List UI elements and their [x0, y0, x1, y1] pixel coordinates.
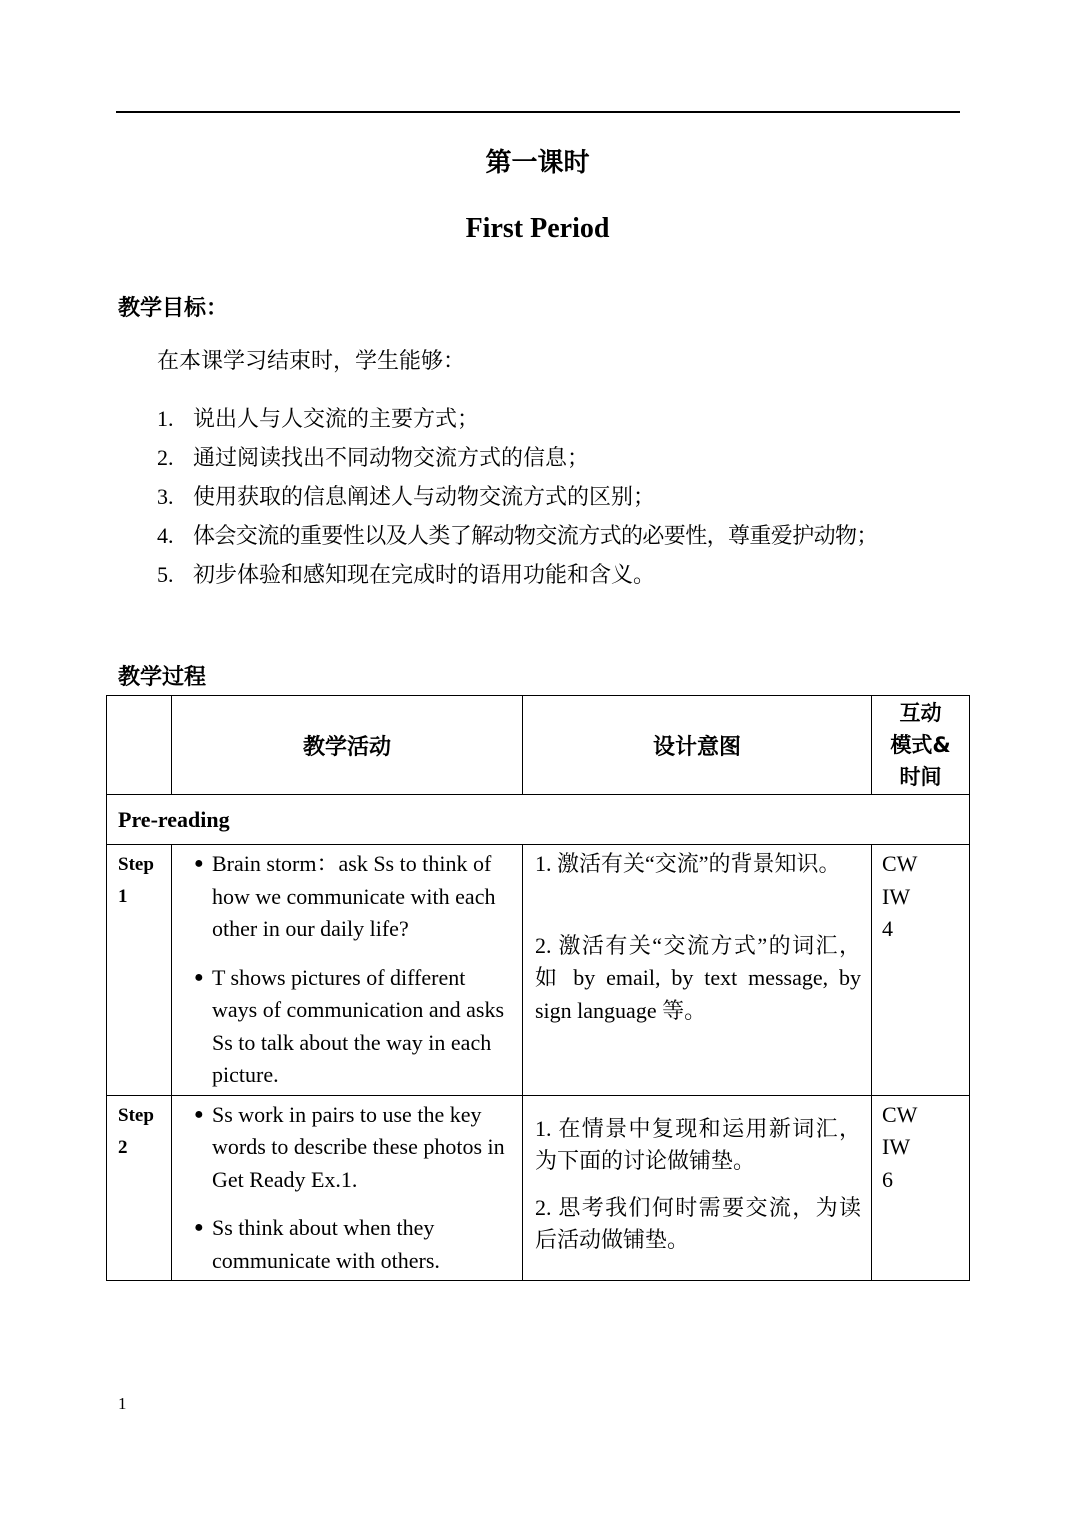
objectives-heading: 教学目标： — [118, 296, 229, 321]
header-activity: 教学活动 — [172, 696, 523, 795]
mode-line: CW — [882, 851, 918, 876]
objective-item — [157, 516, 967, 555]
header-mode-line: 模式& — [890, 733, 951, 757]
objective-number: 1. — [157, 406, 174, 431]
mode-line: 6 — [882, 1166, 893, 1192]
step-label — [107, 845, 172, 1096]
activity-item — [194, 962, 512, 1092]
objective-text: 体会交流的重要性以及人类了解动物交流方式的必要性，尊重爱护动物； — [193, 523, 878, 548]
mode-cell — [872, 1095, 970, 1281]
step-label-line: 2 — [118, 1136, 128, 1158]
objective-item — [157, 399, 967, 438]
page-title-cn: 第一课时 — [485, 148, 590, 178]
step-label — [107, 1095, 172, 1281]
step-label-line: Step — [118, 854, 154, 875]
bullet-dot-icon: ● — [194, 968, 204, 986]
objectives-intro: 在本课学习结束时，学生能够： — [157, 348, 466, 373]
section-row — [107, 795, 970, 845]
activity-text: Brain storm：ask Ss to think of how we communicate with each other in our daily life? — [212, 851, 496, 941]
activity-cell — [172, 845, 523, 1096]
objective-text: 说出人与人交流的主要方式； — [193, 406, 480, 431]
step-label-line: 1 — [118, 886, 128, 907]
purpose-item: 1. 在情景中复现和运用新词汇，为下面的讨论做铺垫。 — [535, 1115, 861, 1173]
objective-number: 3. — [157, 484, 174, 509]
objective-item — [157, 438, 967, 477]
header-purpose: 设计意图 — [523, 696, 872, 795]
activity-item — [194, 1212, 512, 1277]
mode-line: IW — [882, 883, 911, 909]
purpose-item: 2. 思考我们何时需要交流，为读后活动做铺垫。 — [535, 1194, 861, 1252]
page-title-en: First Period — [465, 213, 610, 244]
mode-line: IW — [882, 1134, 911, 1159]
objectives-list — [157, 399, 967, 594]
objective-number: 4. — [157, 523, 174, 548]
table-row — [107, 1095, 970, 1281]
lesson-plan-table — [106, 695, 970, 1281]
section-pre-reading: Pre-reading — [107, 795, 970, 845]
mode-cell — [872, 845, 970, 1096]
step-label-line: Step — [118, 1104, 154, 1126]
purpose-item: 2. 激活有关“交流方式”的词汇，如 by email, by text message, by sign language 等。 — [535, 932, 861, 1023]
purpose-cell — [523, 1095, 872, 1281]
activity-text: T shows pictures of different ways of communication and asks Ss to talk about the way in each picture. — [212, 964, 505, 1087]
table-header-row — [107, 696, 970, 795]
table-row — [107, 845, 970, 1096]
page-number: 1 — [118, 1394, 127, 1413]
objective-item — [157, 477, 967, 516]
process-heading: 教学过程 — [118, 665, 207, 690]
activity-text: Ss work in pairs to use the key words to describe these photos in Get Ready Ex.1. — [212, 1101, 505, 1192]
mode-line: 4 — [882, 916, 893, 941]
objective-text: 初步体验和感知现在完成时的语用功能和含义。 — [193, 562, 656, 587]
bullet-dot-icon: ● — [194, 1105, 204, 1123]
header-mode — [872, 696, 970, 795]
header-mode-line: 互动 — [899, 701, 942, 725]
objective-item — [157, 555, 967, 594]
purpose-cell — [523, 845, 872, 1096]
objective-number: 5. — [157, 562, 174, 587]
activity-cell — [172, 1095, 523, 1281]
objective-text: 使用获取的信息阐述人与动物交流方式的区别； — [193, 484, 656, 509]
bullet-dot-icon: ● — [194, 1219, 204, 1236]
purpose-item: 1. 激活有关“交流”的背景知识。 — [535, 851, 841, 876]
objective-number: 2. — [157, 445, 174, 470]
activity-item — [194, 848, 512, 946]
mode-line: CW — [882, 1101, 918, 1127]
header-step-cell — [107, 696, 172, 795]
activity-item — [194, 1099, 512, 1197]
header-rule — [116, 111, 960, 113]
header-mode-line: 时间 — [899, 765, 942, 789]
activity-text: Ss think about when they communicate with others. — [212, 1215, 440, 1273]
bullet-dot-icon: ● — [194, 855, 204, 872]
objective-text: 通过阅读找出不同动物交流方式的信息； — [193, 445, 590, 470]
